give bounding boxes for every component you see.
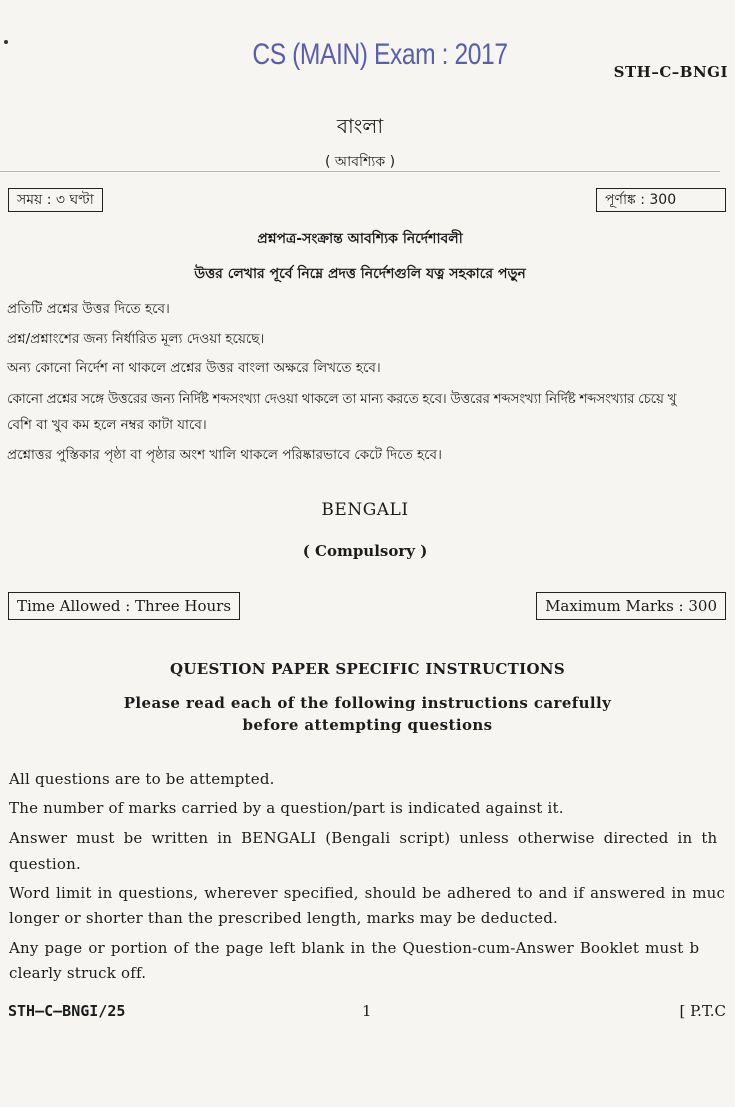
- scan-speck: [4, 40, 8, 44]
- bengali-subject-title: বাংলা: [336, 114, 384, 138]
- english-instruction: question.: [9, 855, 81, 873]
- page-number: 1: [362, 1002, 372, 1020]
- paper-code: STH–C–BNGI: [613, 63, 728, 81]
- header-divider: [0, 171, 720, 172]
- bengali-instruction: অন্য কোনো নির্দেশ না থাকলে প্রশ্নের উত্তর বাংলা অক্ষরে লিখতে হবে।: [7, 360, 381, 376]
- bengali-instructions-heading: প্রশ্নপত্র-সংক্রান্ত আবশ্যিক নির্দেশাবলী: [257, 231, 463, 247]
- bengali-time-box: সময় : ৩ ঘণ্টা: [8, 188, 103, 212]
- read-instructions-line-1: Please read each of the following instructions carefully: [123, 694, 612, 712]
- bengali-instruction: কোনো প্রশ্নের সঙ্গে উত্তরের জন্য নির্দিষ্ট শব্দসংখ্যা দেওয়া থাকলে তা মান্য করতে হবে। উত্তরের শব্দসংখ্যা নির্দিষ্ট শব্দসংখ্যার চেয়ে খু: [7, 391, 677, 407]
- please-turn-over: [ P.T.C: [679, 1002, 726, 1020]
- english-time-box: Time Allowed : Three Hours: [8, 592, 240, 620]
- english-instruction: The number of marks carried by a question/part is indicated against it.: [9, 799, 564, 817]
- english-subject-subtitle: ( Compulsory ): [302, 542, 428, 560]
- bengali-read-carefully: উত্তর লেখার পূর্বে নিম্নে প্রদত্ত নির্দেশগুলি যত্ন সহকারে পড়ুন: [194, 266, 526, 282]
- english-instruction: longer or shorter than the prescribed length, marks may be deducted.: [9, 909, 558, 927]
- english-instruction: clearly struck off.: [9, 964, 147, 982]
- bengali-instruction: বেশি বা খুব কম হলে নম্বর কাটা যাবে।: [7, 417, 207, 433]
- specific-instructions-heading: QUESTION PAPER SPECIFIC INSTRUCTIONS: [170, 660, 565, 678]
- bengali-marks-box: পূর্ণাঙ্ক : 300: [596, 188, 726, 212]
- english-marks-box: Maximum Marks : 300: [536, 592, 726, 620]
- english-instruction: Answer must be written in BENGALI (Bengali script) unless otherwise directed in th: [9, 829, 718, 847]
- footer-paper-code: STH–C–BNGI/25: [8, 1002, 126, 1020]
- bengali-instruction: প্রতিটি প্রশ্নের উত্তর দিতে হবে।: [7, 301, 170, 317]
- bengali-instruction: প্রশ্নোত্তর পুস্তিকার পৃষ্ঠা বা পৃষ্ঠার অংশ খালি থাকলে পরিষ্কারভাবে কেটে দিতে হবে।: [7, 447, 442, 463]
- english-instruction: All questions are to be attempted.: [9, 770, 275, 788]
- english-subject-title: BENGALI: [321, 500, 409, 520]
- english-instruction: Any page or portion of the page left blank in the Question-cum-Answer Booklet must b: [9, 939, 700, 957]
- bengali-subject-subtitle: ( আবশ্যিক ): [324, 154, 396, 170]
- read-instructions-line-2: before attempting questions: [242, 716, 493, 734]
- exam-title: CS (MAIN) Exam : 2017: [252, 38, 508, 71]
- bengali-instruction: প্রশ্ন/প্রশ্নাংশের জন্য নির্ধারিত মূল্য দেওয়া হয়েছে।: [7, 331, 265, 347]
- english-instruction: Word limit in questions, wherever specified, should be adhered to and if answered in muc: [9, 884, 726, 902]
